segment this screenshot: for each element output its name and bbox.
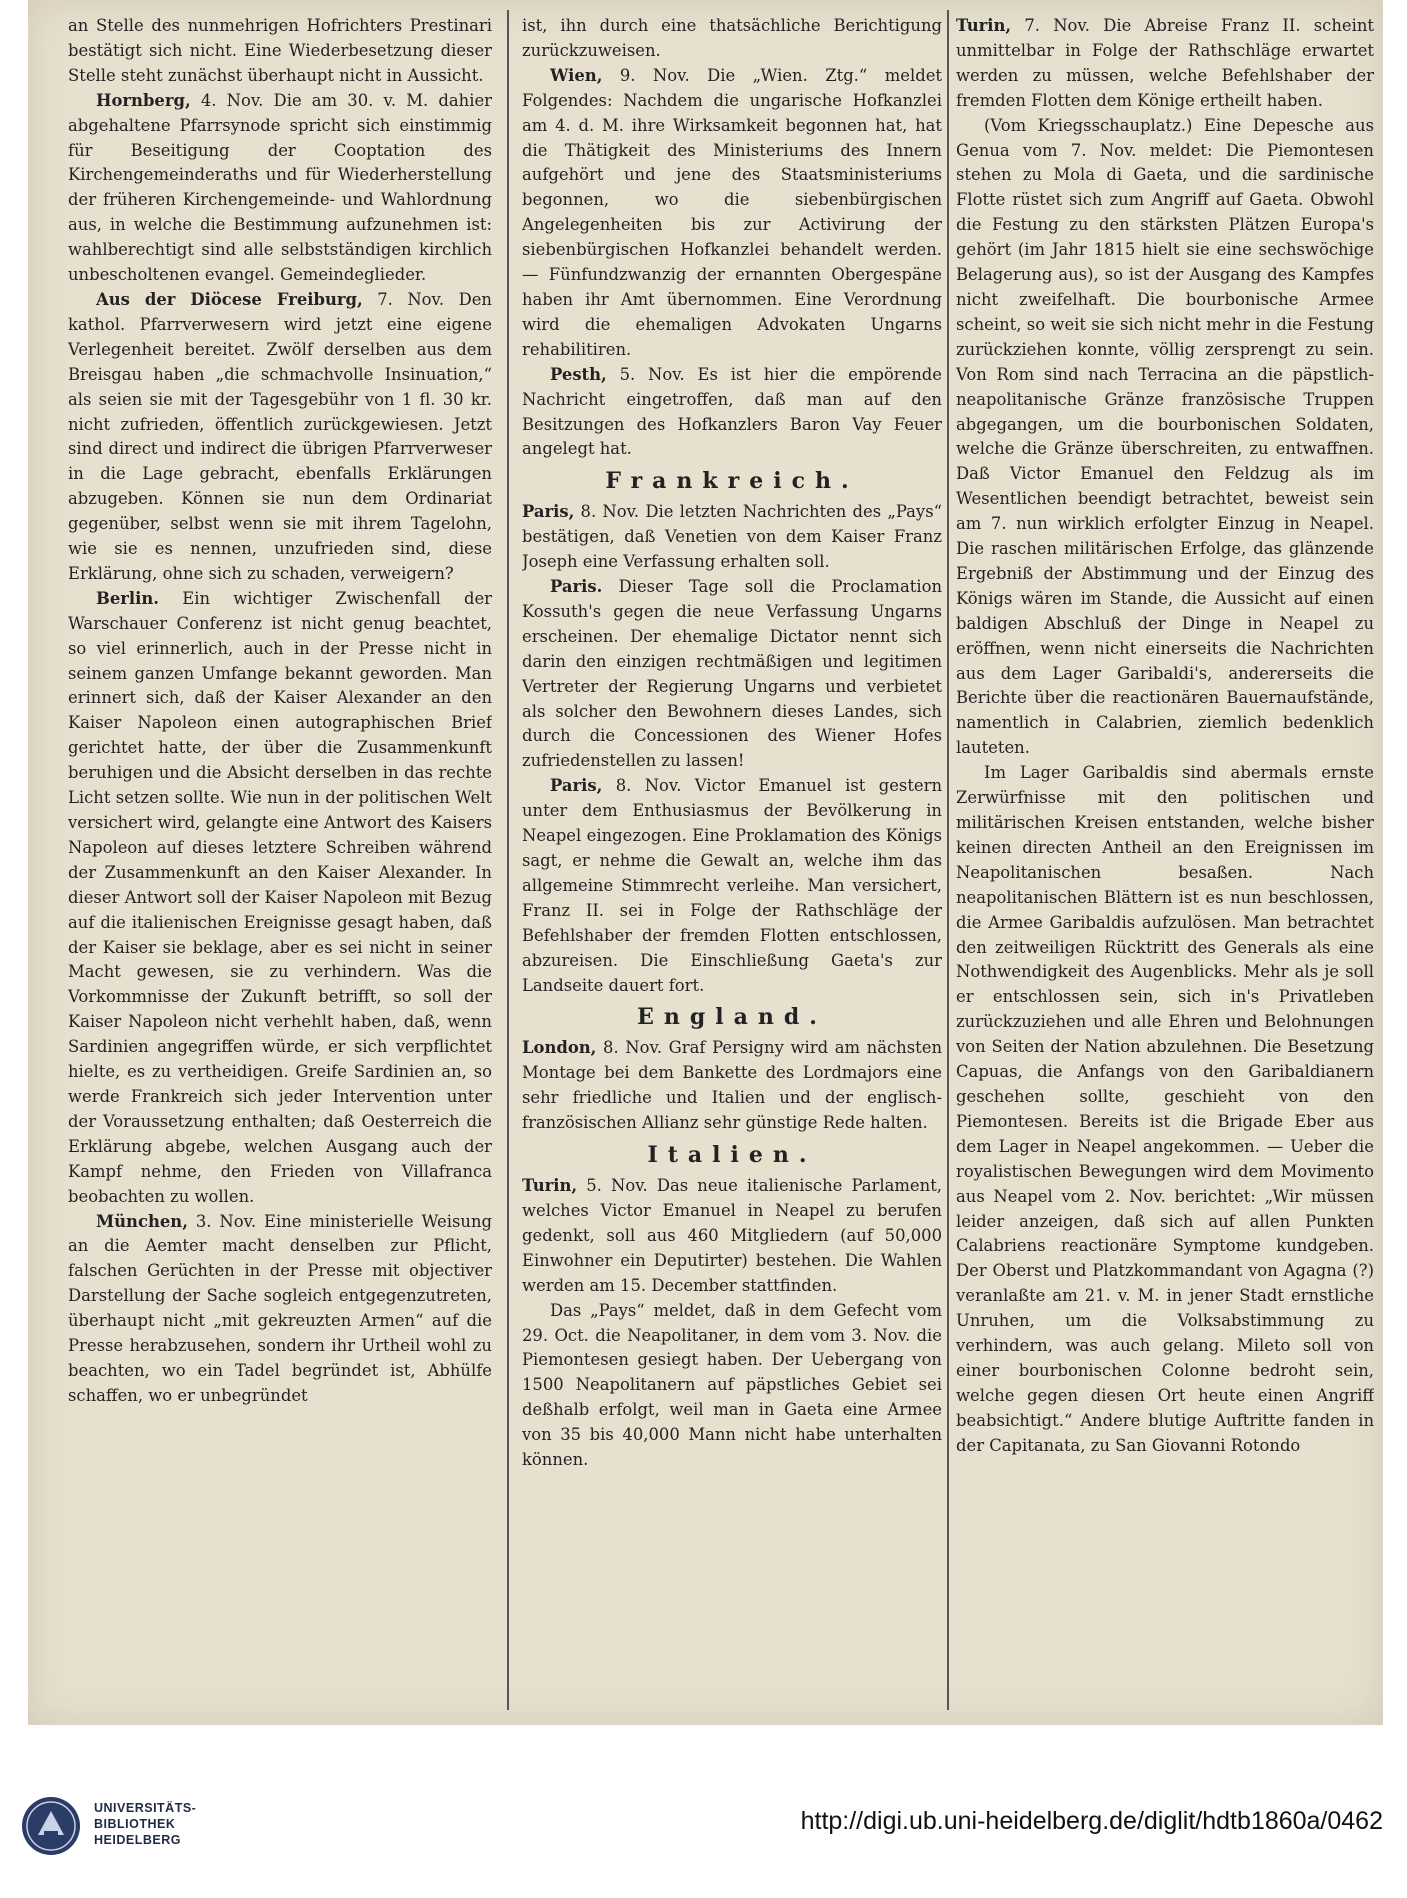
article-paragraph [68, 14, 492, 89]
article-text: 9. Nov. Die „Wien. Ztg.“ meldet Folgendes: Nachdem die ungarische Hofkanzlei am 4. d. M. ihre Wirksamkeit begonnen hat, hat die Thätigkeit des Ministeriums des Innern aufgehört und jene des Staatsministeriums begonnen, wo die siebenbürgischen Angelegenheiten bis zur Activirung der siebenbürgischen Hofkanzlei behandelt werden. — Fünfundzwanzig der ernannten Obergespäne haben ihr Amt übernommen. Eine Verordnung wird die ehemaligen Advokaten Ungarns rehabilitiren. [522, 65, 942, 359]
article-text: 5. Nov. Es ist hier die empörende Nachricht eingetroffen, daß man auf den Besitzungen des Hofkanzlers Baron Vay Feuer angelegt hat. [522, 364, 942, 459]
article-text: 5. Nov. Das neue italienische Parlament, welches Victor Emanuel in Neapel zu berufen gedenkt, soll aus 460 Mitgliedern (auf 50,000 Einwohner ein Deputirter) bestehen. Die Wahlen werden am 15. December stattfinden. [522, 1176, 942, 1295]
column-rule [507, 10, 509, 1710]
article-dateline: Turin, [522, 1176, 578, 1196]
logo-line: UNIVERSITÄTS- [94, 1801, 197, 1815]
logo-line: HEIDELBERG [94, 1833, 181, 1847]
article-paragraph [68, 288, 492, 587]
library-logo-text [94, 1800, 196, 1848]
article-paragraph [522, 1299, 942, 1473]
article-text: 4. Nov. Die am 30. v. M. dahier abgehaltene Pfarrsynode spricht sich einstimmig für Beseitigung der Cooptation des Kirchengemeinderaths und für Wiederherstellung der früheren Kirchengemeinde- und Wahlordnung aus, in welche die Bestimmung aufzunehmen ist: wahlberechtigt sind alle selbstständigen kirchlich unbescholtenen evangel. Gemeindeglieder. [68, 90, 492, 285]
article-paragraph [956, 761, 1374, 1458]
article-paragraph [956, 114, 1374, 762]
article-dateline: Turin, [956, 16, 1012, 35]
article-paragraph [522, 14, 942, 64]
article-dateline: Paris. [550, 577, 603, 597]
article-paragraph [522, 64, 942, 363]
article-text: 8. Nov. Die letzten Nachrichten des „Pays“ bestätigen, daß Venetien von dem Kaiser Franz Joseph eine Verfassung erhalten soll. [522, 502, 942, 572]
article-text: Das „Pays“ meldet, daß in dem Gefecht vom 29. Oct. die Neapolitaner, in dem vom 3. Nov. die Piemontesen gesiegt haben. Der Uebergang von 1500 Neapolitanern auf päpstliches Gebiet sei deßhalb erfolgt, weil man in Gaeta eine Armee von 35 bis 40,000 Mann nicht habe unterhalten können. [522, 1300, 942, 1470]
article-text: an Stelle des nunmehrigen Hofrichters Prestinari bestätigt sich nicht. Eine Wiederbesetzung dieser Stelle steht zunächst überhaupt nicht in Aussicht. [68, 16, 492, 85]
section-heading: Italien. [647, 1142, 817, 1169]
article-text: Dieser Tage soll die Proclamation Kossuth's gegen die neue Verfassung Ungarns erscheinen. Der ehemalige Dictator nennt sich darin den einzigen rechtmäßigen und legitimen Vertreter der Regierung Ungarns und verbietet als solcher den Bewohnern dieses Landes, sich durch die Concessionen des Wiener Hofes zufriedenstellen zu lassen! [522, 577, 942, 771]
article-dateline: Pesth, [550, 364, 607, 384]
logo-line: BIBLIOTHEK [94, 1817, 176, 1831]
article-text: Im Lager Garibaldis sind abermals ernste Zerwürfnisse mit den politischen und militärischen Kreisen entstanden, welche bisher keinen directen Antheil an den Ereignissen im Neapolitanischen besaßen. Nach neapolitanischen Blättern ist es nun beschlossen, die Armee Garibaldis aufzulösen. Man betrachtet den zeitweiligen Rücktritt des Generals als eine Nothwendigkeit des Augenblicks. Mehr als je soll er entschlossen sein, sich in's Privatleben zurückzuziehen und alle Ehren und Belohnungen von Seiten der Nation abzulehnen. Die Besetzung Capuas, die Anfangs von den Garibaldianern geschehen sollte, geschieht von den Piemontesen. Bereits ist die Brigade Eber aus dem Lager in Neapel angekommen. — Ueber die royalistischen Bewegungen wird dem Movimento aus Neapel vom 2. Nov. berichtet: „Wir müssen leider anzeigen, daß sich auf allen Punkten Calabriens reactionäre Symptome kundgeben. Der Oberst und Platzkommandant von Agagna (?) veranlaßte am 21. v. M. in jener Stadt ernstliche Unruhen, um die Volksabstimmung zu verhindern, was auch gelang. Mileto soll von einer bourbonischen Colonne bedroht sein, welche gegen diesen Ort heute einen Angriff beabsichtigt.“ Andere blutige Auftritte fanden in der Capitanata, zu San Giovanni Rotondo [956, 763, 1374, 1455]
article-paragraph [522, 500, 942, 575]
article-paragraph [522, 1036, 942, 1136]
article-dateline: Wien, [550, 65, 603, 85]
article-dateline: London, [522, 1038, 597, 1058]
column-rule [947, 10, 949, 1710]
text-column-2 [522, 14, 942, 1704]
university-seal-icon [20, 1795, 82, 1857]
article-text: 3. Nov. Eine ministerielle Weisung an die Aemter macht denselben zur Pflicht, falschen Gerüchten in der Presse mit objectiver Darstellung der Sache sogleich entgegenzutreten, überhaupt nicht „mit gekreuzten Armen“ auf die Presse herabzusehen, sondern ihr Urtheil wohl zu beachten, wo ein Tadel begründet ist, Abhülfe schaffen, wo er unbegründet [68, 1211, 492, 1405]
article-paragraph [522, 774, 942, 998]
article-paragraph [522, 363, 942, 463]
source-url[interactable]: http://digi.ub.uni-heidelberg.de/diglit/hdtb1860a/0462 [800, 1807, 1383, 1835]
text-column-3 [956, 14, 1374, 1704]
article-dateline: Paris, [550, 776, 603, 796]
article-dateline: München, [96, 1211, 188, 1231]
article-dateline: Hornberg, [96, 90, 191, 110]
article-text: 7. Nov. Die Abreise Franz II. scheint unmittelbar in Folge der Rathschläge erwartet werden zu müssen, welche Befehlshaber der fremden Flotten dem Könige ertheilt haben. [956, 16, 1374, 110]
article-paragraph [68, 89, 492, 288]
article-paragraph [522, 575, 942, 774]
section-heading: England. [637, 1004, 827, 1031]
article-paragraph [956, 14, 1374, 114]
newspaper-page [28, 0, 1383, 1725]
article-text: 8. Nov. Victor Emanuel ist gestern unter dem Enthusiasmus der Bevölkerung in Neapel eingezogen. Eine Proklamation des Königs sagt, er nehme die Gewalt an, welche ihm das allgemeine Stimmrecht verleihe. Man versichert, Franz II. sei in Folge der Rathschläge der Befehlshaber der fremden Flotten entschlossen, abzureisen. Die Einschließung Gaeta's zur Landseite dauert fort. [522, 776, 942, 995]
article-text: 7. Nov. Den kathol. Pfarrverwesern wird jetzt eine eigene Verlegenheit bereitet. Zwölf derselben aus dem Breisgau haben „die schmachvolle Insinuation,“ als seien sie mit der Tagesgebühr von 1 fl. 30 kr. nicht zufrieden, öffentlich zurückgewiesen. Jetzt sind direct und indirect die übrigen Pfarrverweser in die Lage gebracht, ebenfalls Erklärungen abzugeben. Können sie nun dem Ordinariat gegenüber, selbst wenn sie mit ihrem Tagelohn, wie sie es nennen, unzufrieden sind, diese Erklärung, ohne sich zu schaden, verweigern? [68, 289, 492, 583]
article-dateline: Aus der Diöcese Freiburg, [96, 289, 363, 309]
article-paragraph [68, 1210, 492, 1409]
article-dateline: Berlin. [96, 588, 159, 608]
text-column-1 [68, 14, 492, 1704]
article-text: ist, ihn durch eine thatsächliche Berichtigung zurückzuweisen. [522, 16, 942, 60]
article-text: Ein wichtiger Zwischenfall der Warschauer Conferenz ist nicht genug beachtet, so viel erinnerlich, auch in der Presse nicht in seinem ganzen Umfange bekannt geworden. Man erinnert sich, daß der Kaiser Alexander an den Kaiser Napoleon einen autographischen Brief gerichtet hatte, der über die Zusammenkunft beruhigen und die Absicht derselben in das rechte Licht setzen sollte. Wie nun in der politischen Welt versichert wird, gelangte eine Antwort des Kaisers Napoleon auf dieses letztere Schreiben während der Zusammenkunft an den Kaiser Alexander. In dieser Antwort soll der Kaiser Napoleon mit Bezug auf die italienischen Ereignisse gesagt haben, daß der Kaiser sie beklage, aber es sei nicht in seiner Macht gewesen, sie zu verhindern. Was die Vorkommnisse der Zukunft betrifft, so soll der Kaiser Napoleon nicht verhehlt haben, daß, wenn Sardinien angegriffen würde, er sich verpflichtet hielte, es zu vertheidigen. Greife Sardinien an, so werde Frankreich sich jeder Intervention unter der Voraussetzung enthalten; daß Oesterreich die Erklärung abgebe, welchen Ausgang auch der Kampf nehme, den Frieden von Villafranca beobachten zu wollen. [68, 588, 492, 1206]
article-dateline: Paris, [522, 502, 575, 522]
article-paragraph [522, 1174, 942, 1299]
article-paragraph [68, 587, 492, 1210]
article-text: (Vom Kriegsschauplatz.) Eine Depesche aus Genua vom 7. Nov. meldet: Die Piemontesen stehen zu Mola di Gaeta, und die sardinische Flotte rüstet sich zum Angriff auf Gaeta. Obwohl die Festung zu den stärksten Plätzen Europa's gehört (im Jahr 1815 hielt sie eine sechswöchige Belagerung aus), so ist der Ausgang des Kampfes nicht zweifelhaft. Die bourbonische Armee scheint, so weit sie sich nicht mehr in die Festung zurückziehen konnte, völlig zersprengt zu sein. Von Rom sind nach Terracina an die päpstlich-neapolitanische Gränze französische Truppen abgegangen, um die bourbonischen Soldaten, welche die Gränze überschreiten, zu entwaffnen. Daß Victor Emanuel den Feldzug als im Wesentlichen beendigt betrachtet, beweist sein am 7. nun wirklich erfolgter Einzug in Neapel. Die raschen militärischen Erfolge, das glänzende Ergebniß der Abstimmung und der Einzug des Königs wären im Stande, die Aussicht auf einen baldigen Abschluß der Dinge in Neapel zu eröffnen, wenn nicht einerseits die Nachrichten aus dem Lager Garibaldi's, andererseits die Berichte über die reactionären Bauernaufstände, namentlich in Calabrien, ziemlich bedenklich lauteten. [956, 115, 1374, 758]
section-heading: Frankreich. [605, 468, 859, 495]
article-text: 8. Nov. Graf Persigny wird am nächsten Montage bei dem Bankette des Lordmajors eine sehr friedliche und Italien und der englisch-französischen Allianz sehr günstige Rede halten. [522, 1038, 942, 1133]
